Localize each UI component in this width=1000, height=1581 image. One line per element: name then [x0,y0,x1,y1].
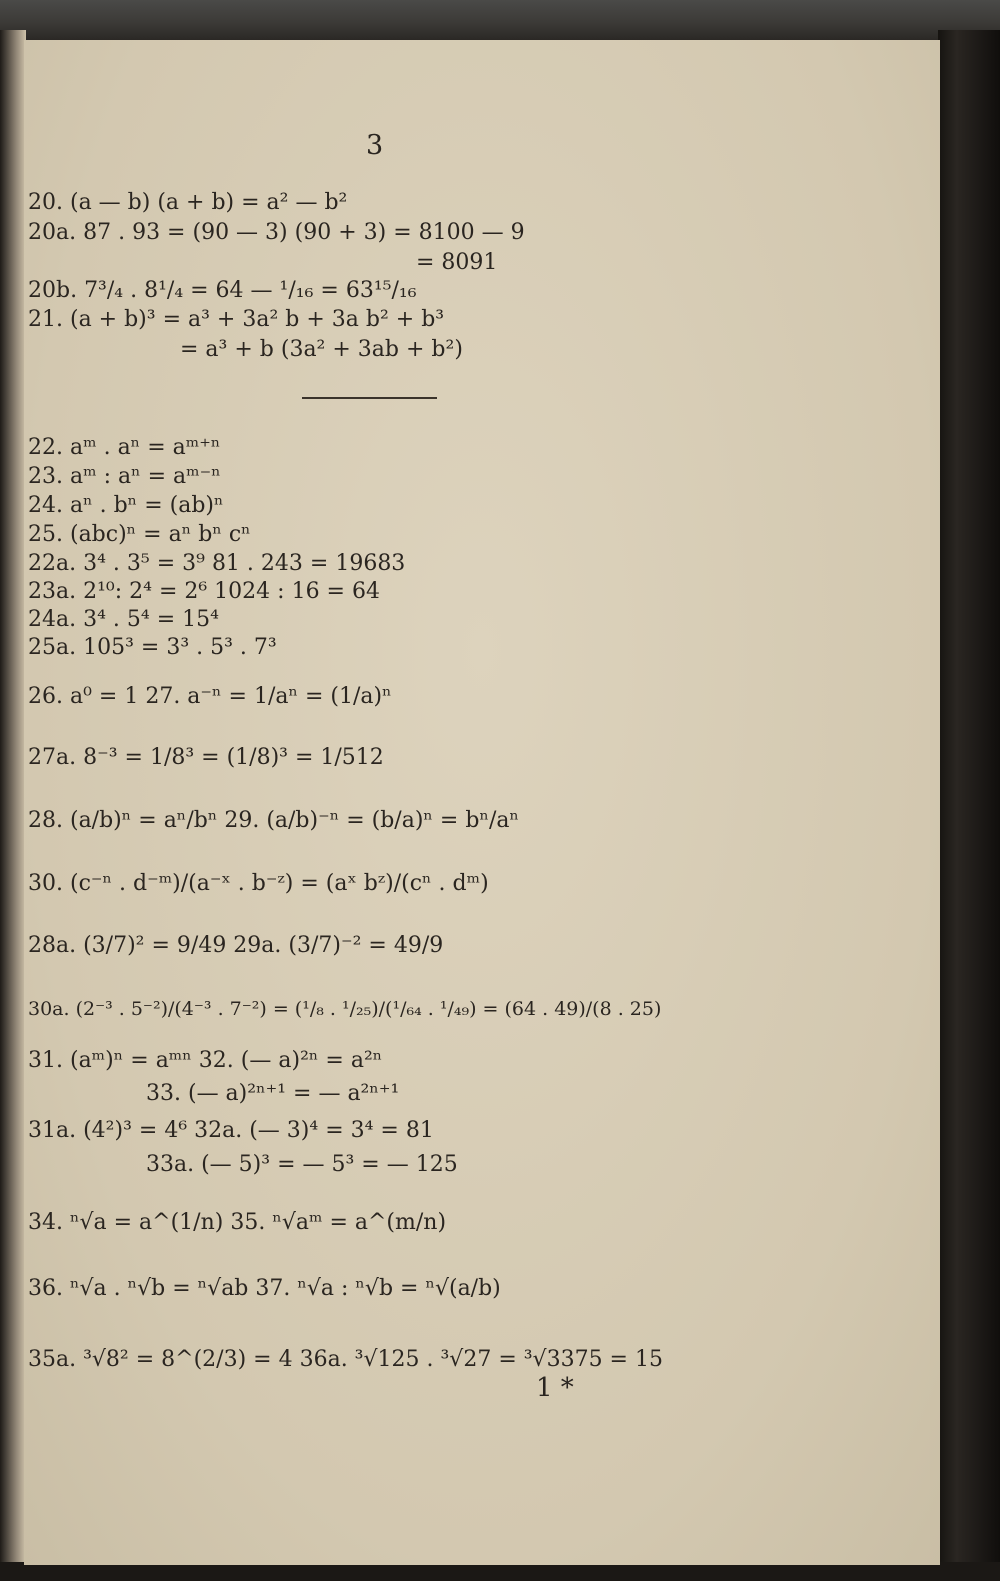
formula-22: 22. aᵐ . aⁿ = aᵐ⁺ⁿ [28,435,221,460]
formula-20a: 20a. 87 . 93 = (90 — 3) (90 + 3) = 8100 — 9 [28,220,525,245]
book-gutter [0,30,26,1581]
formula-28-29: 28. (a/b)ⁿ = aⁿ/bⁿ 29. (a/b)⁻ⁿ = (b/a)ⁿ = bⁿ/aⁿ [28,808,520,833]
formula-25: 25. (abc)ⁿ = aⁿ bⁿ cⁿ [28,522,251,547]
signature-mark: 1 * [536,1373,574,1403]
formula-24: 24. aⁿ . bⁿ = (ab)ⁿ [28,493,224,518]
formula-31a-32a: 31a. (4²)³ = 4⁶ 32a. (— 3)⁴ = 3⁴ = 81 [28,1118,434,1143]
formula-30a: 30a. (2⁻³ . 5⁻²)/(4⁻³ . 7⁻²) = (¹/₈ . ¹/₂₅)/(¹/₆₄ . ¹/₄₉) = (64 . 49)/(8 . 25) [28,998,662,1020]
formula-22a: 22a. 3⁴ . 3⁵ = 3⁹ 81 . 243 = 19683 [28,551,406,576]
formula-36-37: 36. ⁿ√a . ⁿ√b = ⁿ√ab 37. ⁿ√a : ⁿ√b = ⁿ√(a/b) [28,1276,501,1301]
formula-26-27: 26. a⁰ = 1 27. a⁻ⁿ = 1/aⁿ = (1/a)ⁿ [28,684,392,709]
section-divider [302,397,437,399]
page-number: 3 [366,130,384,161]
formula-20: 20. (a — b) (a + b) = a² — b² [28,190,348,215]
formula-23: 23. aᵐ : aⁿ = aᵐ⁻ⁿ [28,464,221,489]
formula-23a: 23a. 2¹⁰: 2⁴ = 2⁶ 1024 : 16 = 64 [28,579,380,604]
formula-27a: 27a. 8⁻³ = 1/8³ = (1/8)³ = 1/512 [28,745,384,770]
formula-31-32: 31. (aᵐ)ⁿ = aᵐⁿ 32. (— a)²ⁿ = a²ⁿ [28,1048,383,1073]
formula-34-35: 34. ⁿ√a = a^(1/n) 35. ⁿ√aᵐ = a^(m/n) [28,1210,447,1235]
formula-21: 21. (a + b)³ = a³ + 3a² b + 3a b² + b³ [28,307,445,332]
book-top-edge [0,0,1000,40]
formula-30: 30. (c⁻ⁿ . d⁻ᵐ)/(a⁻ˣ . b⁻ᶻ) = (aˣ bᶻ)/(cⁿ . dᵐ) [28,871,489,896]
formula-33a: 33a. (— 5)³ = — 5³ = — 125 [146,1152,458,1177]
formula-28a-29a: 28a. (3/7)² = 9/49 29a. (3/7)⁻² = 49/9 [28,933,444,958]
formula-20b: 20b. 7³/₄ . 8¹/₄ = 64 — ¹/₁₆ = 63¹⁵/₁₆ [28,278,417,303]
formula-20a-continued: = 8091 [416,250,498,275]
formula-24a: 24a. 3⁴ . 5⁴ = 15⁴ [28,607,219,632]
formula-25a: 25a. 105³ = 3³ . 5³ . 7³ [28,635,277,660]
formula-21-continued: = a³ + b (3a² + 3ab + b²) [180,337,463,362]
book-cover-edge [938,30,1000,1581]
formula-35a-36a: 35a. ³√8² = 8^(2/3) = 4 36a. ³√125 . ³√27 = ³√3375 = 15 [28,1347,663,1372]
formula-33: 33. (— a)²ⁿ⁺¹ = — a²ⁿ⁺¹ [146,1081,400,1106]
